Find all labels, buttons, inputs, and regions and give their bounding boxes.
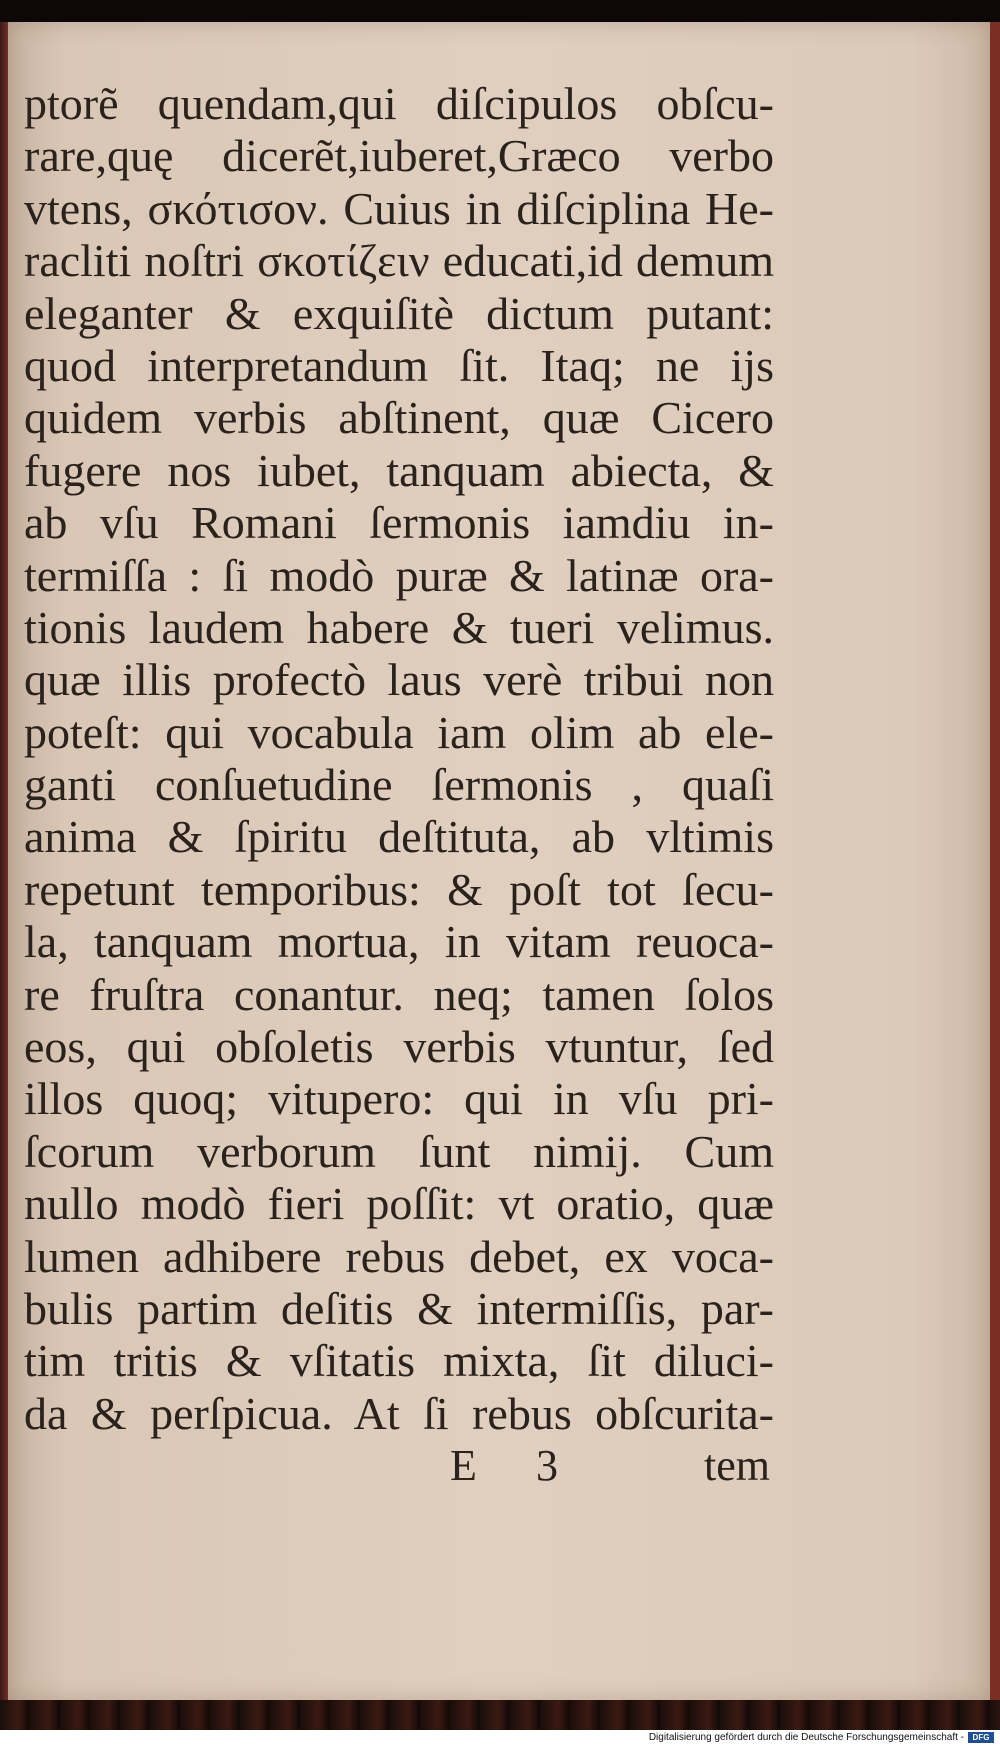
footer-credit-text: Digitalisierung gefördert durch die Deutsche Forschungsgemeinschaft - [648, 1732, 964, 1743]
digitization-footer [0, 1730, 1000, 1745]
text-line: lumen adhibere rebus debet, ex voca- [24, 1230, 774, 1282]
signature-line [450, 1440, 770, 1492]
text-line: racliti noſtri σκοτίζειν educati,id demum [24, 235, 774, 287]
text-line: quod interpretandum ſit. Itaq; ne ijs [24, 339, 774, 391]
text-line: termiſſa : ſi modò puræ & latinæ ora- [24, 549, 774, 601]
page-text [24, 78, 774, 1440]
text-line: rare,quę dicerẽt,iuberet,Græco verbo [24, 130, 774, 182]
text-line: poteſt: qui vocabula iam olim ab ele- [24, 706, 774, 758]
text-line: anima & ſpiritu deſtituta, ab vltimis [24, 811, 774, 863]
dfg-logo-icon: DFG [968, 1732, 994, 1743]
text-line: tim tritis & vſitatis mixta, ſit diluci- [24, 1335, 774, 1387]
text-line: quæ illis profectò laus verè tribui non [24, 654, 774, 706]
top-edge-binding [0, 0, 1000, 22]
text-line: da & perſpicua. At ſi rebus obſcurita- [24, 1387, 774, 1439]
bottom-edge-binding [0, 1700, 1000, 1730]
text-line: repetunt temporibus: & poſt tot ſecu- [24, 863, 774, 915]
signature-mark: E [450, 1441, 477, 1490]
text-line: fugere nos iubet, tanquam abiecta, & [24, 444, 774, 496]
text-line: ganti conſuetudine ſermonis , quaſi [24, 759, 774, 811]
text-line: eleganter & exquiſitè dictum putant: [24, 287, 774, 339]
text-line: nullo modò fieri poſſit: vt oratio, quæ [24, 1178, 774, 1230]
text-line: re fruſtra conantur. neq; tamen ſolos [24, 968, 774, 1020]
text-line: tionis laudem habere & tueri velimus. [24, 601, 774, 653]
text-line: ptorẽ quendam,qui diſcipulos obſcu- [24, 78, 774, 129]
text-line: la, tanquam mortua, in vitam reuoca- [24, 916, 774, 968]
text-line: ab vſu Romani ſermonis iamdiu in- [24, 497, 774, 549]
text-line: bulis partim deſitis & intermiſſis, par- [24, 1282, 774, 1334]
signature-number: 3 [536, 1441, 558, 1490]
text-line: eos, qui obſoletis verbis vtuntur, ſed [24, 1021, 774, 1073]
catchword: tem [704, 1441, 770, 1490]
text-line: ſcorum verborum ſunt nimij. Cum [24, 1125, 774, 1177]
text-line: illos quoq; vitupero: qui in vſu pri- [24, 1073, 774, 1125]
text-line: quidem verbis abſtinent, quæ Cicero [24, 392, 774, 444]
text-line: vtens, σκότισον. Cuius in diſciplina He- [24, 182, 774, 234]
